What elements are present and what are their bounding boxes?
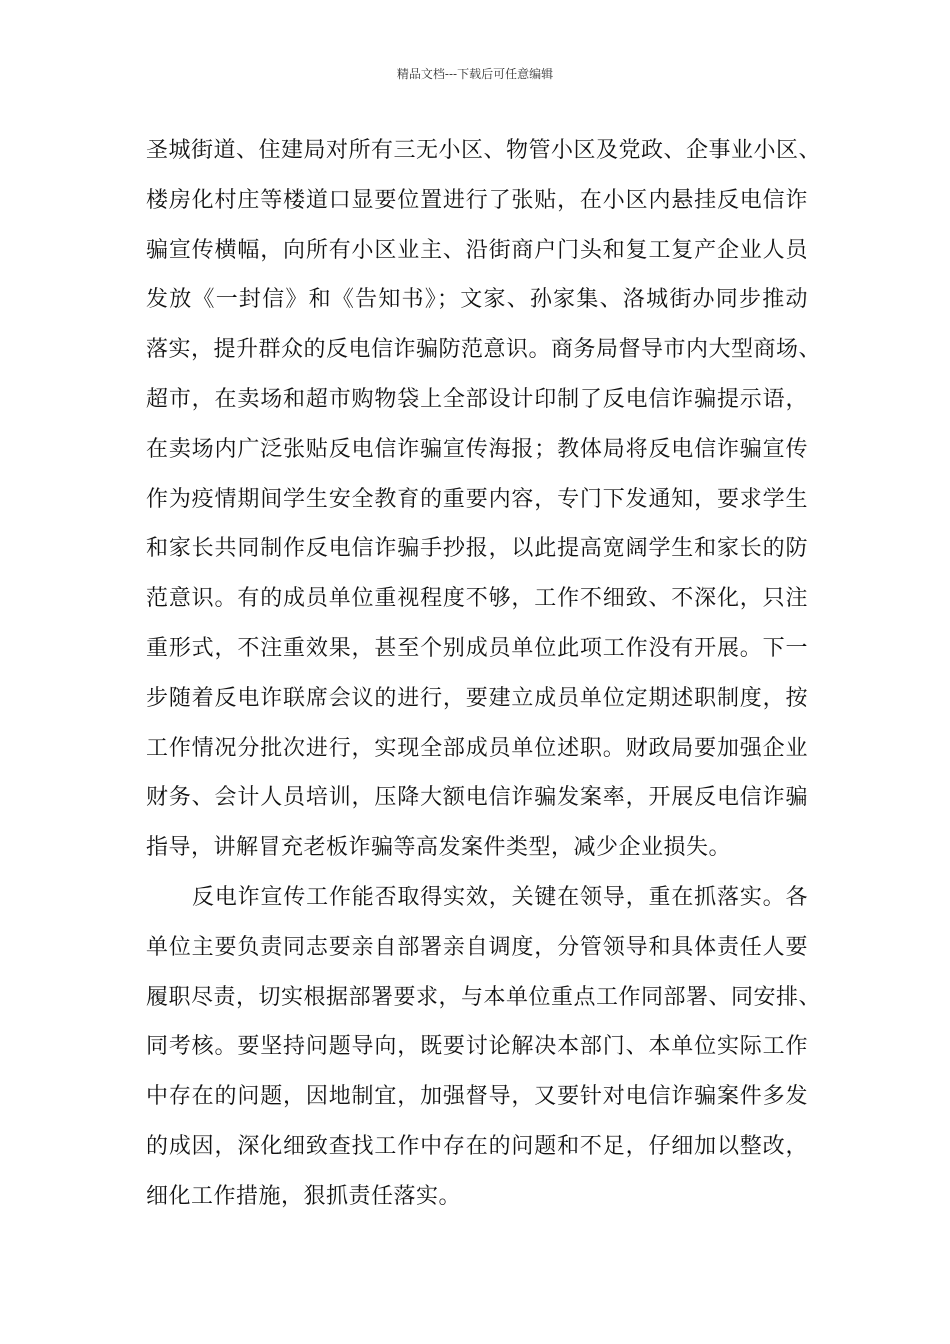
text-line: 反电诈宣传工作能否取得实效，关键在领导，重在抓落实。各 xyxy=(192,884,808,910)
text-line: 骗宣传横幅，向所有小区业主、沿街商户门头和复工复产企业人员 xyxy=(146,237,808,263)
text-line: 步随着反电诈联席会议的进行，要建立成员单位定期述职制度，按 xyxy=(146,685,808,711)
paragraph-1 xyxy=(146,126,822,873)
text-line: 指导，讲解冒充老板诈骗等高发案件类型，减少企业损失。 xyxy=(146,835,732,861)
document-body xyxy=(146,126,822,1222)
text-line: 范意识。有的成员单位重视程度不够，工作不细致、不深化，只注 xyxy=(146,586,808,612)
text-line: 细化工作措施，狠抓责任落实。 xyxy=(146,1183,462,1209)
text-line: 重形式，不注重效果，甚至个别成员单位此项工作没有开展。下一 xyxy=(146,635,808,661)
text-line: 的成因，深化细致查找工作中存在的问题和不足，仔细加以整改， xyxy=(146,1133,808,1159)
text-line: 超市，在卖场和超市购物袋上全部设计印制了反电信诈骗提示语， xyxy=(146,386,808,412)
text-line: 中存在的问题，因地制宜，加强督导，又要针对电信诈骗案件多发 xyxy=(146,1084,808,1110)
paragraph-2 xyxy=(146,873,822,1222)
text-line: 单位主要负责同志要亲自部署亲自调度，分管领导和具体责任人要 xyxy=(146,934,808,960)
text-line: 在卖场内广泛张贴反电信诈骗宣传海报；教体局将反电信诈骗宣传 xyxy=(146,436,808,462)
text-line: 履职尽责，切实根据部署要求，与本单位重点工作同部署、同安排、 xyxy=(146,984,822,1010)
text-line: 楼房化村庄等楼道口显要位置进行了张贴，在小区内悬挂反电信诈 xyxy=(146,187,808,213)
text-line: 工作情况分批次进行，实现全部成员单位述职。财政局要加强企业 xyxy=(146,735,808,761)
text-line: 和家长共同制作反电信诈骗手抄报，以此提高宽阔学生和家长的防 xyxy=(146,536,808,562)
text-line: 发放《一封信》和《告知书》；文家、孙家集、洛城街办同步推动 xyxy=(146,287,808,313)
text-line: 作为疫情期间学生安全教育的重要内容，专门下发通知，要求学生 xyxy=(146,486,808,512)
text-line: 财务、会计人员培训，压降大额电信诈骗发案率，开展反电信诈骗 xyxy=(146,785,808,811)
text-line: 同考核。要坚持问题导向，既要讨论解决本部门、本单位实际工作 xyxy=(146,1034,808,1060)
text-line: 圣城街道、住建局对所有三无小区、物管小区及党政、企事业小区、 xyxy=(146,138,822,163)
text-line: 落实，提升群众的反电信诈骗防范意识。商务局督导市内大型商场、 xyxy=(146,337,822,363)
page-header: 精品文档---下载后可任意编辑 xyxy=(396,67,554,81)
